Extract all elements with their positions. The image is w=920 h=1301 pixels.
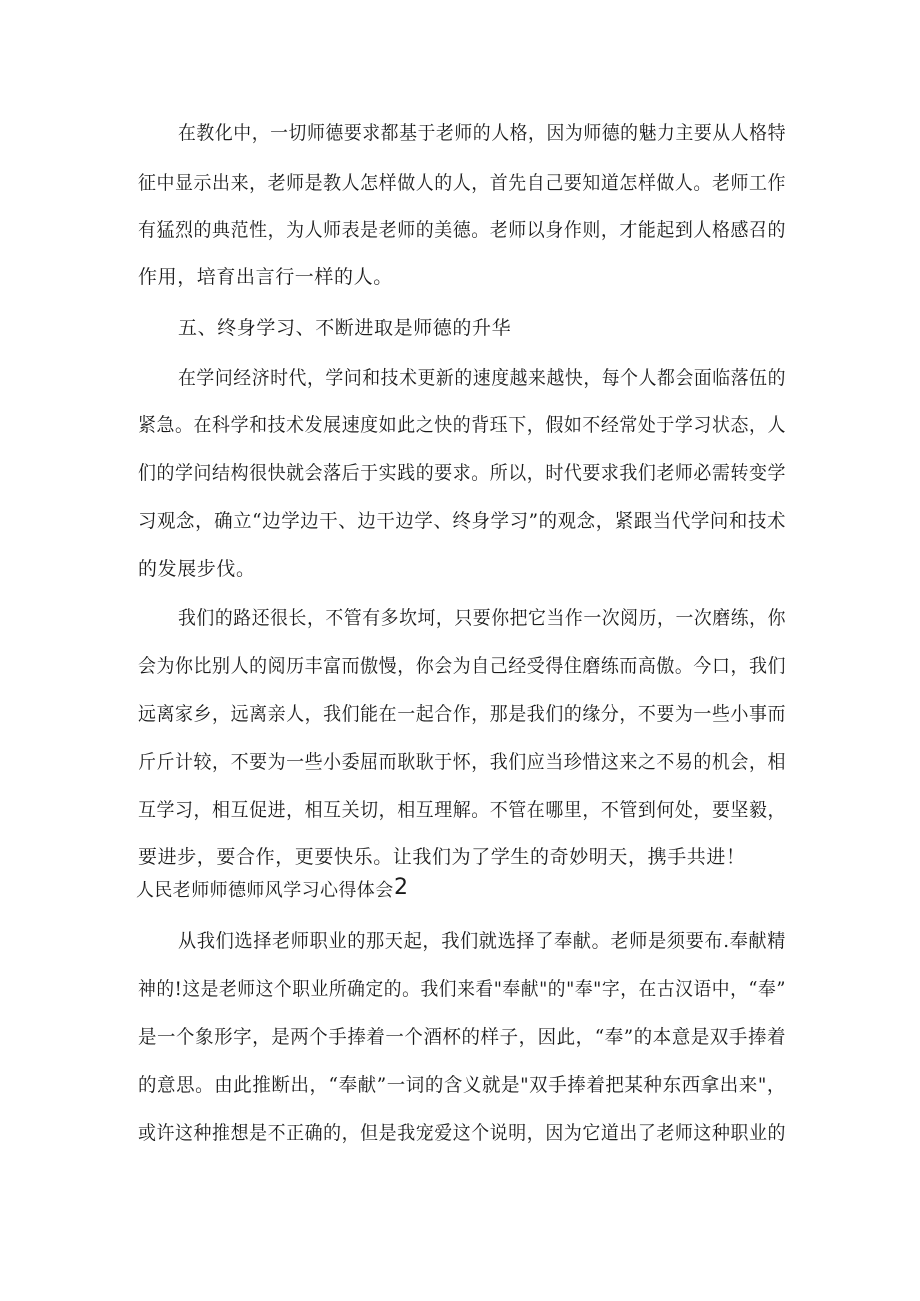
text-line: 紧急。在科学和技术发展速度如此之快的背珏下，假如不经常处于学习状态，人 [138, 414, 787, 436]
text-line: 们的学问结构很快就会落后于实践的要求。所以，时代要求我们老师必需转变学 [138, 462, 787, 484]
text-line: 征中显示出来，老师是教人怎样做人的人，首先自己要知道怎样做人。老师工作 [138, 172, 787, 194]
section-title-number: 2 [394, 875, 408, 900]
text-line: 从我们选择老师职业的那天起，我们就选择了奉献。老师是须要布.奉献精 [178, 930, 786, 952]
section-title-text: 人民老师师德师风学习心得体会 [136, 880, 394, 901]
text-line: 或许这种推想是不正确的，但是我宠爱这个说明，因为它道出了老师这种职业的 [138, 1122, 787, 1144]
text-line: 作用，培育出言行一样的人。 [138, 266, 393, 288]
text-line: 神的!这是老师这个职业所确定的。我们来看"奉献"的"奉"字，在古汉语中，“奉” [138, 978, 787, 1000]
heading-text: 五、终身学习、不断进取是师德的升华 [178, 317, 512, 339]
text-line: 互学习，相互促进，相互关切，相互理解。不管在哪里，不管到何处，要坚毅， [138, 799, 787, 821]
text-line: 会为你比别人的阅历丰富而傲慢，你会为自己经受得住磨练而高傲。今口，我们 [138, 655, 787, 677]
text-line: 习观念，确立“边学边干、边干边学、终身学习”的观念，紧跟当代学问和技术 [138, 510, 787, 532]
text-line: 斤斤计较，不要为一些小委屈而耿耿于怀，我们应当珍惜这来之不易的机会，相 [138, 751, 787, 773]
text-line: 是一个象形字，是两个手捧着一个酒杯的样子，因此，“奉”的本意是双手捧着 [138, 1026, 787, 1048]
text-line: 在教化中，一切师德要求都基于老师的人格，因为师德的魅力主要从人格特 [178, 122, 787, 144]
text-line: 的意思。由此推断出，“奉献”一词的含义就是"双手捧着把某种东西拿出来"， [138, 1074, 786, 1096]
text-line: 有猛烈的典范性，为人师表是老师的美德。老师以身作则，才能起到人格感召的 [138, 219, 787, 241]
text-line: 要进步，要合作，更要快乐。让我们为了学生的奇妙明天，携手共进！ [138, 846, 746, 868]
text-line: 远离家乡，远离亲人，我们能在一起合作，那是我们的缘分，不要为一些小事而 [138, 703, 787, 725]
text-line: 在学问经济时代，学问和技术更新的速度越来越快，每个人都会面临落伍的 [178, 367, 787, 389]
text-line: 我们的路还很长，不管有多坎坷，只要你把它当作一次阅历，一次磨练，你 [178, 607, 787, 629]
text-line: 的发展步伐。 [138, 558, 256, 580]
